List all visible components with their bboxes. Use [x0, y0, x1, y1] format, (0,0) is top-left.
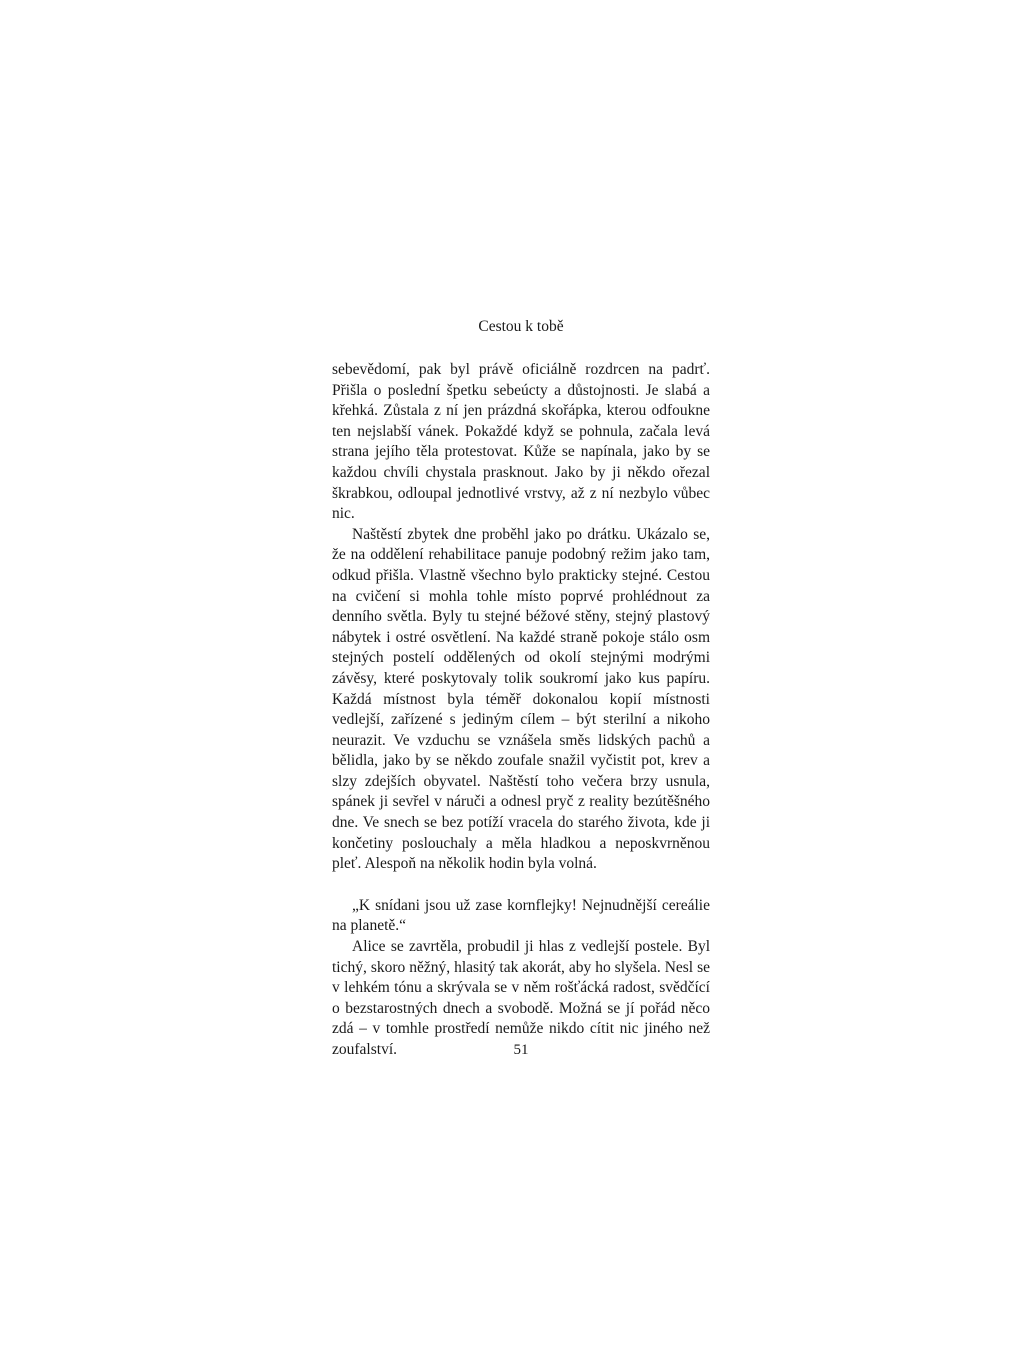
body-text	[332, 360, 710, 1061]
paragraph-4: Alice se zavrtěla, probudil ji hlas z vedlejší postele. Byl tichý, skoro něžný, hlasitý tak akorát, aby ho slyšela. Nesl se v lehkém tónu a skrývala se v něm rošťácká radost, svědčící o bezstarostných dnech a svobodě. Možná se jí pořád něco zdá – v tomhle prostředí nemůže nikdo cítit nic jiného než zoufalství.	[332, 938, 710, 1058]
running-head: Cestou k tobě	[478, 318, 564, 335]
paragraph-2: Naštěstí zbytek dne proběhl jako po drátku. Ukázalo se, že na oddělení rehabilitace panuje podobný režim jako tam, odkud přišla. Vlastně všechno bylo prakticky stejné. Cestou na cvičení si mohla tohle místo poprvé prohlédnout za denního světla. Byly tu stejné béžové stěny, stejný plastový nábytek i ostré osvětlení. Na každé straně pokoje stálo osm stejných postelí oddělených od okolí stejnými modrými závěsy, které poskytovaly tolik soukromí jako kus papíru. Každá místnost byla téměř dokonalou kopií místnosti vedlejší, zařízené s jediným cílem – být sterilní a nikoho neurazit. Ve vzduchu se vznášela směs lidských pachů a bělidla, jako by se někdo zoufale snažil vyčistit pot, krev a slzy zdejších obyvatel. Naštěstí toho večera brzy usnula, spánek ji sevřel v náruči a odnesl pryč z reality bezútěšného dne. Ve snech se bez potíží vracela do starého života, kde ji končetiny poslouchaly a měla hladkou a neposkvrněnou pleť. Alespoň na několik hodin byla volná.	[332, 525, 710, 873]
page-number: 51	[513, 1042, 529, 1058]
paragraph-1: sebevědomí, pak byl právě oficiálně rozdrcen na padrť. Přišla o poslední špetku sebeúcty a důstojnosti. Je slabá a křehká. Zůstala z ní jen prázdná skořápka, kterou odfoukne ten nejslabší vánek. Pokaždé když se pohnula, začala levá strana jejího těla protestovat. Kůže se napínala, jako by se každou chvíli chystala prasknout. Jako by ji někdo ořezal škrabkou, odloupal jednotlivé vrstvy, až z ní nezbylo vůbec nic.	[332, 361, 710, 523]
section-break	[332, 875, 710, 896]
paragraph-3: „K snídani jsou už zase kornflejky! Nejnudnější cereálie na planetě.“	[332, 896, 710, 935]
